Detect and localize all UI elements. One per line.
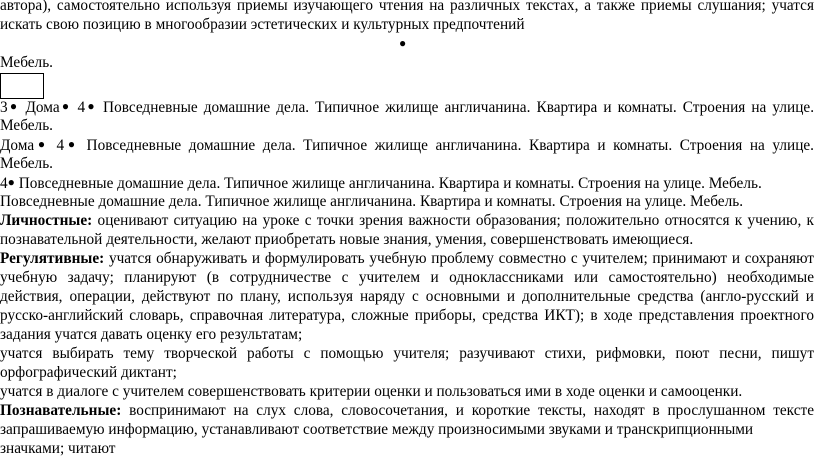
- regulatory-line-4: русско-английский словарь, справочная литература, сложные приборы, средства ИКТ); в ходе представления проектного: [0, 307, 814, 324]
- bullet-icon: ●: [7, 175, 15, 189]
- block-1-four: 4: [77, 99, 86, 116]
- regulatory-line-2: учебную задачу; планируют (в сотрудничестве с учителем и одноклассниками или самостоятельно) необходимые: [0, 269, 814, 286]
- bullet-icon: [399, 34, 406, 54]
- bullet-glyph: ●: [399, 36, 407, 50]
- personal-line-1: [0, 211, 814, 230]
- block-1-doma: Дома: [25, 99, 60, 116]
- personal-text-1: оценивают ситуацию на уроке с точки зрения важности образования; положительно относятся к учению, к: [92, 212, 814, 229]
- block-3-line: [0, 173, 762, 193]
- regulatory-line-7: орфографический диктант;: [0, 364, 177, 381]
- block-1-line: [0, 97, 814, 117]
- cognitive-text-1: воспринимают на слух слова, словосочетания, и короткие тексты, находят в прослушанном тексте: [121, 402, 814, 419]
- regulatory-line-3: действия, операции, действуют по плану, используя наряду с основными и дополнительные средства (англо-русский и: [0, 288, 814, 305]
- block-1-text: Повседневные домашние дела. Типичное жилище англичанина. Квартира и комнаты. Строения на улице.: [103, 99, 815, 116]
- bullet-icon: ●: [85, 99, 97, 113]
- intro-line-2: искать свою позицию в многообразии эстетических и культурных предпочтений: [0, 16, 525, 33]
- mebel-line: Мебель.: [0, 54, 53, 71]
- bullet-icon: ●: [64, 137, 79, 151]
- block-3-four: 4: [0, 175, 8, 192]
- regulatory-line-5: задания учатся давать оценку его результатам;: [0, 326, 303, 343]
- block-1-end: Мебель.: [0, 117, 53, 134]
- personal-line-2: познавательной деятельности, желают приобретать новые знания, умения, совершенствовать имеющиеся.: [0, 231, 694, 248]
- regulatory-label: Регулятивные:: [0, 250, 105, 267]
- personal-label: Личностные:: [0, 212, 93, 229]
- block-3-text: Повседневные домашние дела. Типичное жилище англичанина. Квартира и комнаты. Строения на улице. Мебель.: [18, 175, 762, 192]
- bullet-icon: ●: [7, 99, 20, 113]
- bullet-icon: ●: [34, 137, 49, 151]
- regulatory-line-1: [0, 249, 814, 268]
- cognitive-line-1: [0, 401, 814, 420]
- block-4-line: Повседневные домашние дела. Типичное жилище англичанина. Квартира и комнаты. Строения на улице. Мебель.: [0, 193, 744, 210]
- block-2-text: Повседневные домашние дела. Типичное жилище англичанина. Квартира и комнаты. Строения на улице.: [86, 137, 815, 154]
- cognitive-line-2: запрашиваемую информацию, устанавливают соответствие между произносимыми звуками и транскрипционными: [0, 421, 754, 438]
- block-2-doma: Дома: [0, 137, 35, 154]
- cognitive-label: Познавательные:: [0, 402, 122, 419]
- block-2-end: Мебель.: [0, 155, 53, 172]
- intro-line-1: автора), самостоятельно используя приемы изучающего чтения на различных текстах, а также приемы слушания; учатся: [0, 0, 814, 14]
- regulatory-line-6: учатся выбирать тему творческой работы с помощью учителя; разучивают стихи, рифмовки, поют песни, пишут: [0, 345, 814, 362]
- cognitive-line-3: значками; читают: [0, 440, 116, 457]
- regulatory-text-1: учатся обнаруживать и формулировать учебную проблему совместно с учителем; принимают и сохраняют: [104, 250, 814, 267]
- bullet-icon: ●: [59, 99, 72, 113]
- block-2-four: 4: [56, 137, 65, 154]
- regulatory-line-8: учатся в диалоге с учителем совершенствовать критерии оценки и пользоваться ими в ходе оценки и самооценки.: [0, 383, 743, 400]
- block-2-line: [0, 135, 814, 155]
- block-1-number: 3: [0, 99, 8, 116]
- empty-box: [0, 73, 44, 99]
